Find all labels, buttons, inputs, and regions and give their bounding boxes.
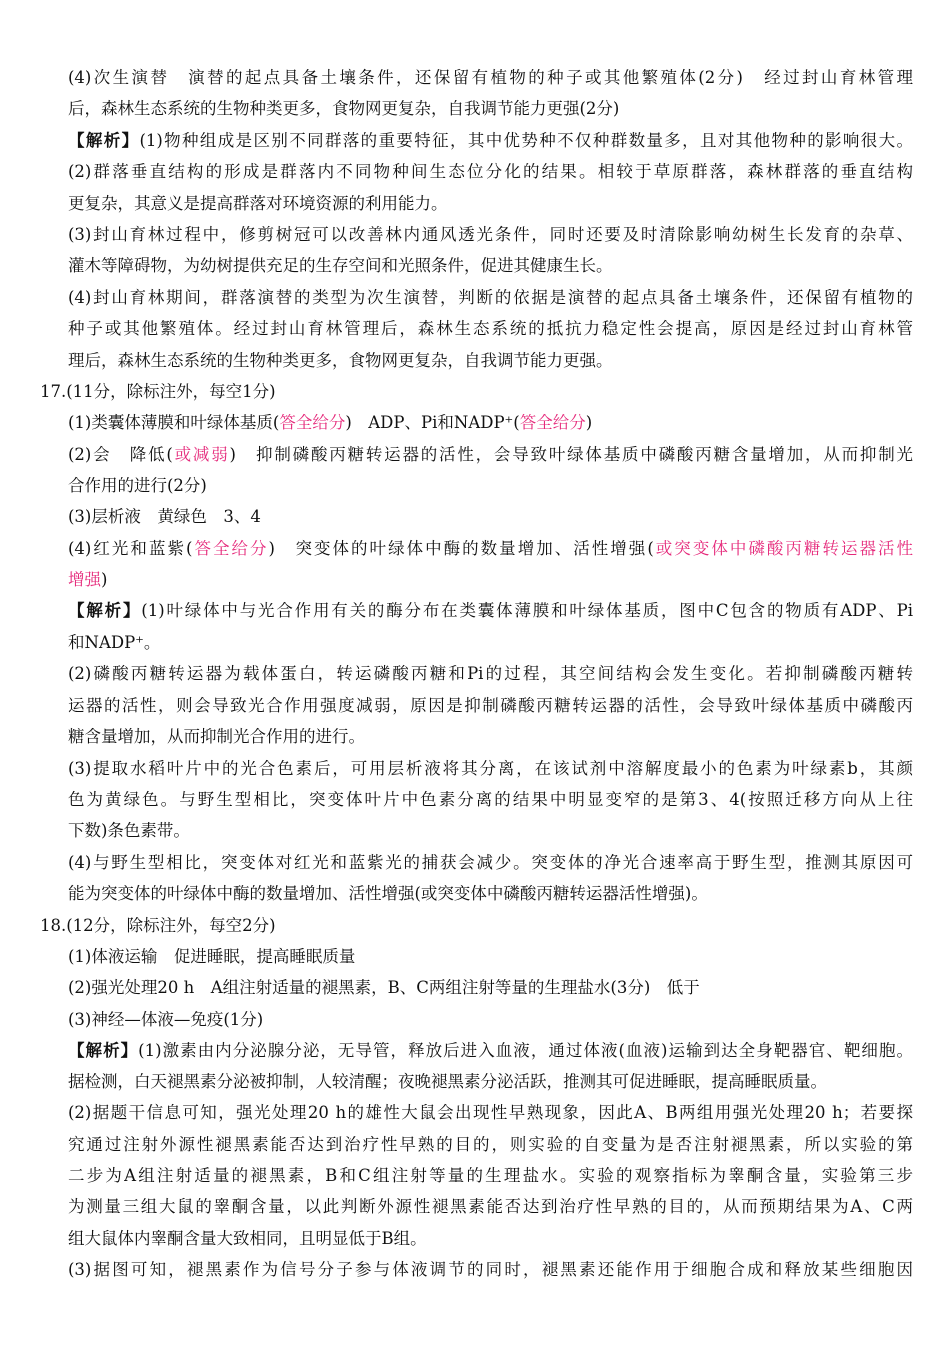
text-line: [68, 849, 913, 877]
text-line: [68, 1193, 913, 1221]
text-line: [68, 441, 913, 469]
line-text: ) 突变体的叶绿体中酶的数量增加、活性增强(: [268, 539, 654, 558]
analysis-label: 【解析】: [68, 131, 140, 150]
line-text: 后，森林生态系统的生物种类更多，食物网更复杂，自我调节能力更强(2分): [68, 99, 620, 118]
line-text: (3)层析液 黄绿色 3、4: [68, 507, 261, 526]
line-text: (4)次生演替 演替的起点具备土壤条件，还保留有植物的种子或其他繁殖体(2分) 经过封山育林管理: [68, 68, 913, 87]
line-text: 和NADP⁺。: [68, 633, 161, 652]
line-text: (4)与野生型相比，突变体对红光和蓝紫光的捕获会减少。突变体的净光合速率高于野生型，推测其原因可: [68, 853, 913, 872]
line-text: 更复杂，其意义是提高群落对环境资源的利用能力。: [68, 194, 448, 213]
line-text: (4)封山育林期间，群落演替的类型为次生演替，判断的依据是演替的起点具备土壤条件，还保留有植物的: [68, 288, 913, 307]
text-line: [68, 660, 913, 688]
line-text: (2)群落垂直结构的形成是群落内不同物种间生态位分化的结果。相较于草原群落，森林群落的垂直结构: [68, 162, 913, 181]
text-line: [68, 755, 913, 783]
line-text: 二步为A组注射适量的褪黑素，B和C组注射等量的生理盐水。实验的观察指标为睾酮含量，实验第三步: [68, 1166, 913, 1185]
text-line: [68, 190, 913, 218]
text-line: [68, 1131, 913, 1159]
line-text: 组大鼠体内睾酮含量大致相同，且明显低于B组。: [68, 1229, 427, 1248]
line-text: (1)激素由内分泌腺分泌，无导管，释放后进入血液，通过体液(血液)运输到达全身靶器官、靶细胞。: [138, 1041, 914, 1060]
text-line: [68, 1162, 913, 1190]
text-line: [68, 503, 913, 531]
text-line: [68, 409, 913, 437]
text-line: [68, 786, 913, 814]
line-text: ): [101, 570, 108, 589]
text-line: [40, 378, 913, 406]
text-line: [68, 692, 913, 720]
line-text: (2)据题干信息可知，强光处理20 h的雄性大鼠会出现性早熟现象，因此A、B两组用强光处理20 h；若要探: [68, 1103, 913, 1122]
line-text: ) 抑制磷酸丙糖转运器的活性，会导致叶绿体基质中磷酸丙糖含量增加，从而抑制光: [229, 445, 914, 464]
text-line: [68, 158, 913, 186]
line-text: 色为黄绿色。与野生型相比，突变体叶片中色素分离的结果中明显变窄的是第3、4(按照迁移方向从上往: [68, 790, 913, 809]
text-line: [68, 252, 913, 280]
text-line: [68, 880, 913, 908]
line-text: (2)磷酸丙糖转运器为载体蛋白，转运磷酸丙糖和Pi的过程，其空间结构会发生变化。若抑制磷酸丙糖转: [68, 664, 913, 683]
line-text: (3)据图可知，褪黑素作为信号分子参与体液调节的同时，褪黑素还能作用于细胞合成和释放某些细胞因: [68, 1260, 913, 1279]
line-text: 理后，森林生态系统的生物种类更多，食物网更复杂，自我调节能力更强。: [68, 351, 613, 370]
line-text: 17.(11分，除标注外，每空1分): [40, 382, 276, 401]
text-line: [68, 1099, 913, 1127]
line-text: 合作用的进行(2分): [68, 476, 207, 495]
text-line: [68, 566, 913, 594]
highlight-text: 或减弱: [172, 445, 230, 464]
line-text: 灌木等障碍物，为幼树提供充足的生存空间和光照条件，促进其健康生长。: [68, 256, 613, 275]
analysis-label: 【解析】: [68, 1041, 139, 1060]
text-line: [68, 597, 913, 625]
line-text: 据检测，白天褪黑素分泌被抑制，人较清醒；夜晚褪黑素分泌活跃，推测其可促进睡眠，提高睡眠质量。: [68, 1072, 827, 1091]
line-text: 下数)条色素带。: [68, 821, 190, 840]
text-line: [68, 974, 913, 1002]
line-text: 种子或其他繁殖体。经过封山育林管理后，森林生态系统的抵抗力稳定性会提高，原因是经过封山育林管: [68, 319, 913, 338]
text-line: [68, 1225, 913, 1253]
line-text: (1)叶绿体中与光合作用有关的酶分布在类囊体薄膜和叶绿体基质，图中C包含的物质有ADP、Pi: [141, 601, 914, 620]
text-line: [68, 95, 913, 123]
text-line: [68, 1068, 913, 1096]
line-text: (1)体液运输 促进睡眠，提高睡眠质量: [68, 947, 356, 966]
text-line: [68, 64, 913, 92]
line-text: (3)提取水稻叶片中的光合色素后，可用层析液将其分离，在该试剂中溶解度最小的色素为叶绿素b，其颜: [68, 759, 913, 778]
highlight-text: 增强: [68, 570, 101, 589]
highlight-text: 答全给分: [279, 413, 346, 432]
line-text: (2)会 降低(: [68, 445, 173, 464]
line-text: ) ADP、Pi和NADP⁺(: [345, 413, 520, 432]
text-line: [68, 347, 913, 375]
text-line: [68, 723, 913, 751]
text-line: [68, 817, 913, 845]
line-text: (3)封山育林过程中，修剪树冠可以改善林内通风透光条件，同时还要及时清除影响幼树生长发育的杂草、: [68, 225, 913, 244]
line-text: (1)物种组成是区别不同群落的重要特征，其中优势种不仅种群数量多，且对其他物种的影响很大。: [139, 131, 914, 150]
highlight-text: 答全给分: [192, 539, 269, 558]
line-text: ): [585, 413, 593, 432]
text-line: [68, 127, 913, 155]
text-line: [68, 1006, 913, 1034]
text-line: [68, 472, 913, 500]
line-text: 为测量三组大鼠的睾酮含量，以此判断外源性褪黑素能否达到治疗性早熟的目的，从而预期结果为A、C两: [68, 1197, 913, 1216]
text-line: [68, 535, 913, 563]
text-line: [68, 629, 913, 657]
line-text: 糖含量增加，从而抑制光合作用的进行。: [68, 727, 365, 746]
text-line: [40, 912, 913, 940]
line-text: 运器的活性，则会导致光合作用强度减弱，原因是抑制磷酸丙糖转运器的活性，会导致叶绿体基质中磷酸丙: [68, 696, 913, 715]
line-text: (2)强光处理20 h A组注射适量的褪黑素，B、C两组注射等量的生理盐水(3分) 低于: [68, 978, 700, 997]
line-text: (1)类囊体薄膜和叶绿体基质(: [68, 413, 280, 432]
highlight-text: 或突变体中磷酸丙糖转运器活性: [653, 539, 914, 558]
line-text: 能为突变体的叶绿体中酶的数量增加、活性增强(或突变体中磷酸丙糖转运器活性增强)。: [68, 884, 708, 903]
highlight-text: 答全给分: [519, 413, 586, 432]
line-text: 18.(12分，除标注外，每空2分): [40, 916, 276, 935]
text-line: [68, 221, 913, 249]
line-text: 究通过注射外源性褪黑素能否达到治疗性早熟的目的，则实验的自变量为是否注射褪黑素，所以实验的第: [68, 1135, 913, 1154]
text-line: [68, 1037, 913, 1065]
line-text: (3)神经—体液—免疫(1分): [68, 1010, 264, 1029]
line-text: (4)红光和蓝紫(: [68, 539, 193, 558]
analysis-label: 【解析】: [68, 601, 142, 620]
text-line: [68, 1256, 913, 1279]
text-line: [68, 943, 913, 971]
text-line: [68, 284, 913, 312]
text-line: [68, 315, 913, 343]
